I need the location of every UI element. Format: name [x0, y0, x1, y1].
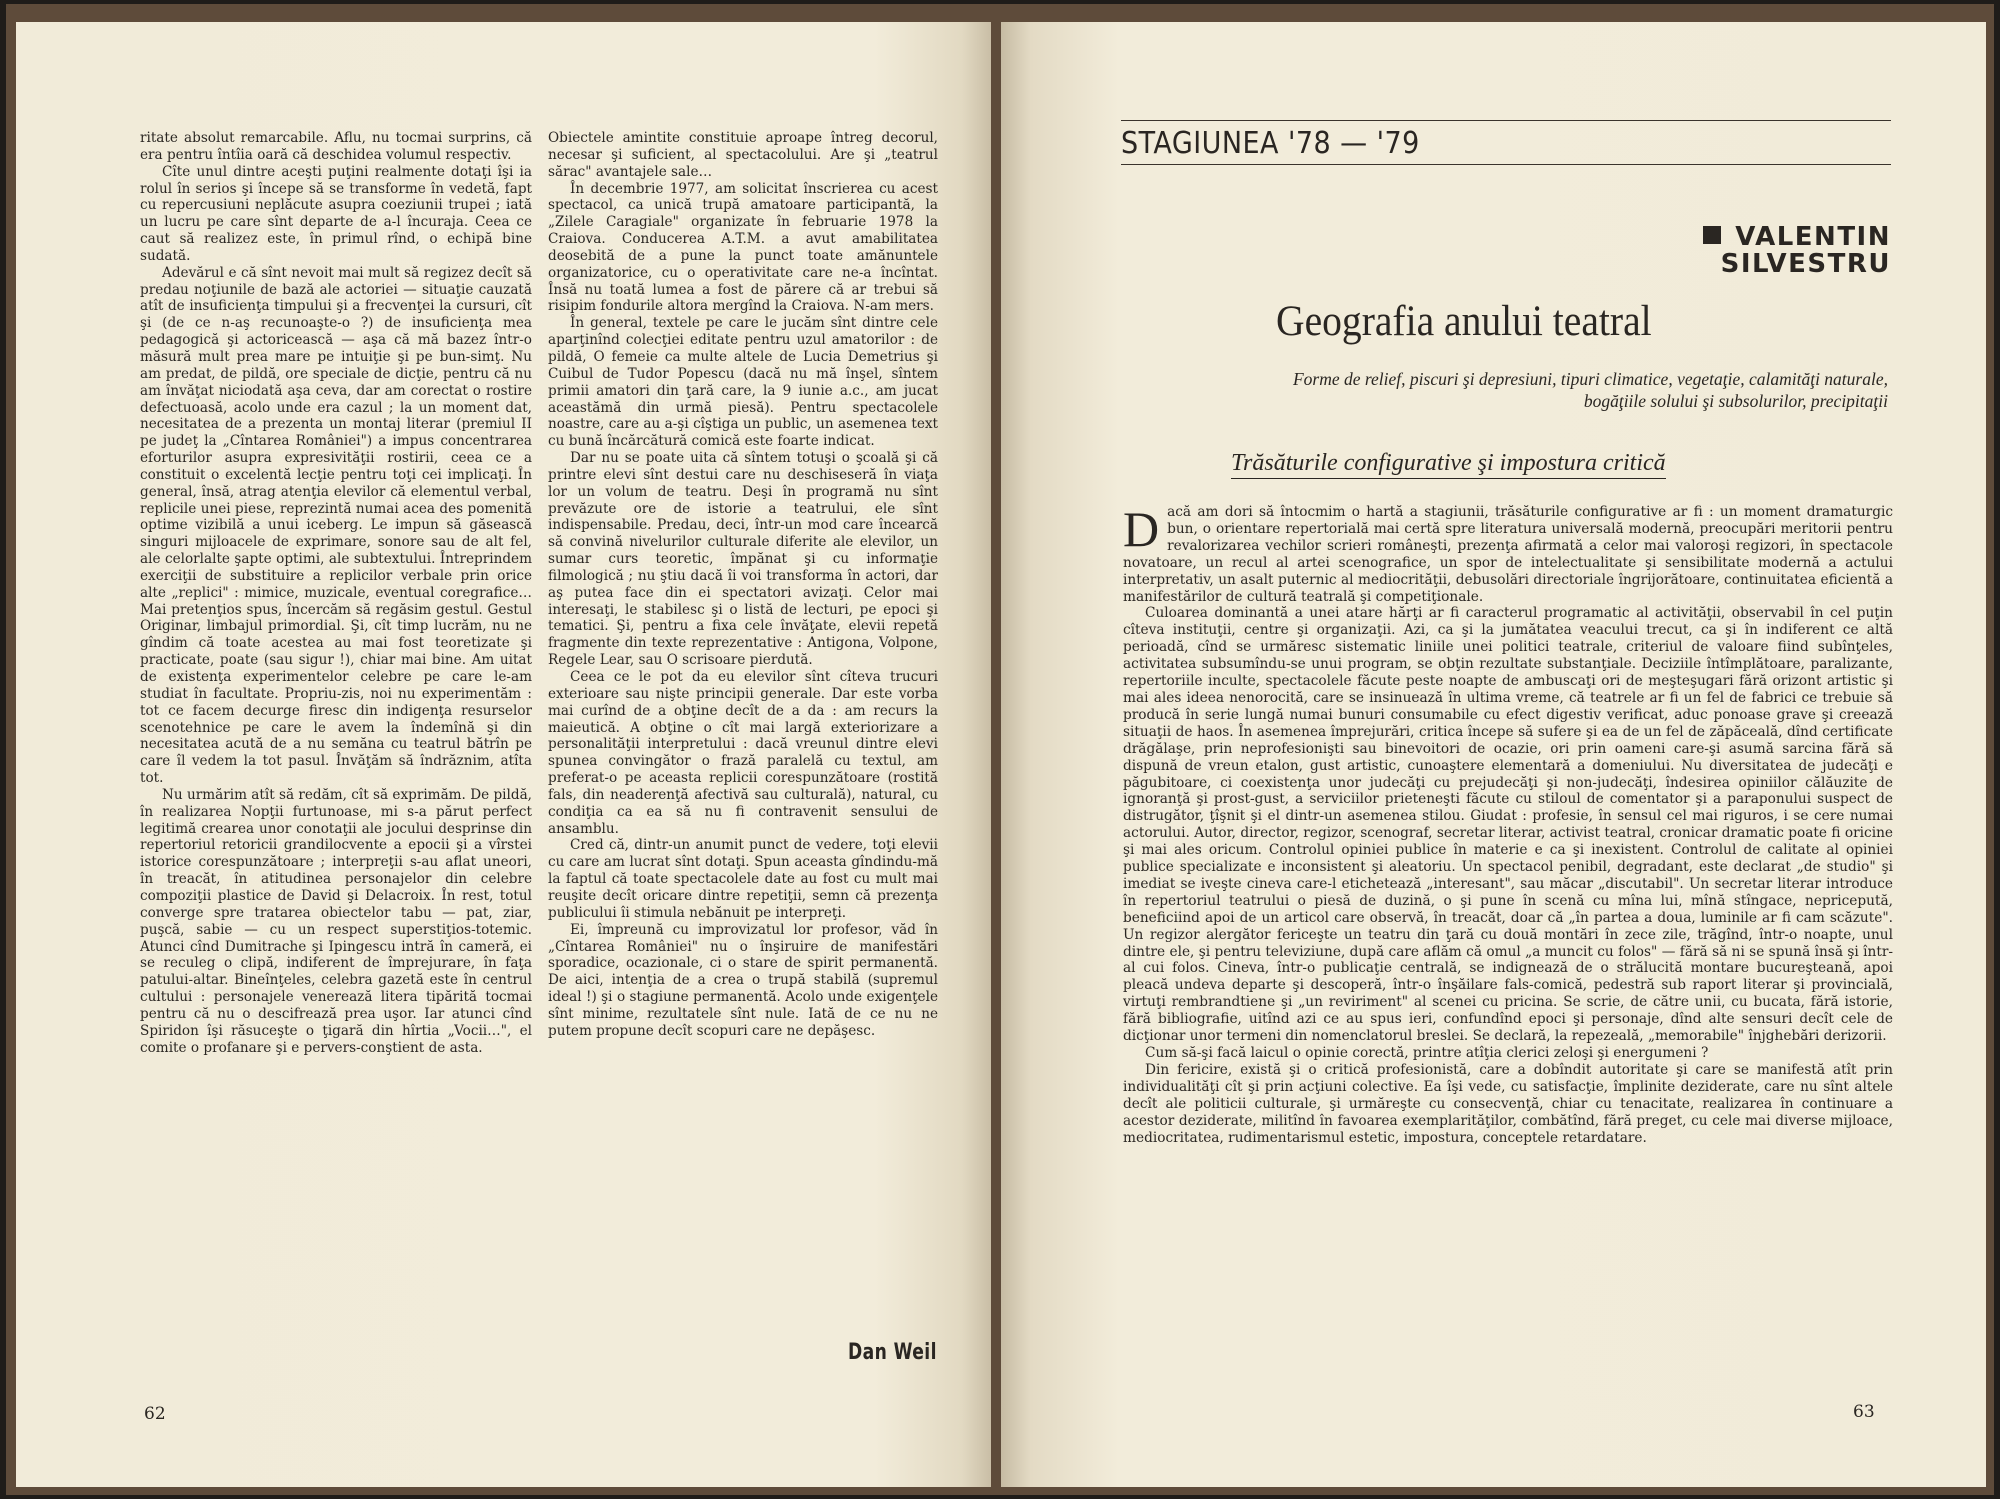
author-last-name: SILVESTRU	[1720, 249, 1891, 279]
header-rule-bottom	[1121, 164, 1891, 165]
article-subtitle: Forme de relief, piscuri şi depresiuni, tipuri climatice, vegetaţie, calamităţi naturale, bogăţiile solului şi subsolurilor, precipitaţii	[1292, 369, 1888, 411]
right-page	[1001, 22, 1986, 1487]
author-name	[1703, 224, 1891, 278]
paragraph-text: acă am dori să întocmim o hartă a stagiunii, trăsăturile configurative ar fi : un moment dramaturgic bun, o orientare repertorială mai certă spre literatura universală modernă, preocupări meritorii pentru revalorizarea vechilor scrieri româneşti, prezenţa afirmată a celor mai valoroşi regizori, în spectacole novatoare, un recul al artei scenografice, un spor de intelectualitate şi sensibilitate modernă a actului interpretativ, un asalt puternic al mediocrităţii, debusolări directoriale îngrijorătoare, continuitatea eficientă a manifestărilor de cultură teatrală şi competiţionale.	[1123, 504, 1893, 605]
paragraph: Cum să-şi facă laicul o opinie corectă, printre atîţia clerici zeloşi şi energumeni ?	[1145, 1045, 1709, 1061]
left-page	[16, 22, 991, 1487]
paragraph: Culoarea dominantă a unei atare hărţi ar fi caracterul programatic al activităţii, observabil în cel puţin cîteva instituţii, centre şi organizaţii. Azi, ca şi la jumătatea veacului trecut, ca şi în indiferent ce altă perioadă, cînd se urmăresc sistematic liniile unei politici teatrale, criteriul de valoare fiind subînţeles, activitatea subsumîndu-se unui program, se obţin rezultate substanţiale. Deciziile întîmplătoare, paralizante, repertoriile inculte, spectacolele făcute peste noapte de ambuscaţi ori de meşteşugari fără orizont artistic şi mai ales ideea nenorocită, care se insinuează în ultima vreme, că teatrele ar fi un fel de fabrici ce trebuie să producă în serie lungă numai bunuri consumabile cu efect digestiv verificat, aduc ponoase grave şi creează situaţii de haos. În asemenea împrejurări, critica începe să sufere şi ea de un fel de zăpăceală, dînd certificate drăgălaşe, prin neprofesionişti sau binevoitori de ocazie, ori prin oameni care-şi asumă sarcina fără să dispună de vreun etalon, gust artistic, cunoaştere elementară a domeniului. Nu diversitatea de judecăţi e păgubitoare, ci coexistenţa unor judecăţi cu prejudecăţi şi non-judecăţi, îndesirea opiniilor călăuzite de ignoranţă şi prost-gust, a serviciilor prieteneşti făcute cu stiloul de comentator şi a paraponului suspect de distrugător, ţîşnit şi el dintr-un asemenea stilou. Giudat : profesie, în sensul cel mai riguros, i se cere numai actorului. Autor, director, regizor, scenograf, secretar literar, activist teatral, cronicar dramatic poate fi oricine şi mai ales oricum. Controlul opiniei publice în materie e ca şi inexistent. Controlul de calitate al opiniei publice specializate e inconsistent şi aleatoriu. Un spectacol penibil, degradant, este declarat „de studio" şi imediat se iveşte cineva care-l etichetează „interesant", sau măcar „discutabil". Un secretar literar introduce în repertoriul teatrului o piesă de duzină, o şi pune în scenă cu mîna lui, mînă stîngace, nepricepută, beneficiind apoi de un articol care observă, în treacăt, doar că „în partea a doua, luminile ar fi cam scăzute". Un regizor alergător fericeşte un teatru din ţară cu două montări în zece zile, trăgînd, într-o noapte, unul dintre ele, şi pentru televiziune, după care aflăm că omul „a muncit cu folos" — fără să ni se spună însă şi într-al cui folos. Cineva, într-o publicaţie centrală, se indignează de o strălucită montare bucureşteană, apoi pleacă undeva departe şi descoperă, într-o înşăilare fals-comică, pedestră sub raport literar şi provincială, virtuţi rembrandtiene şi „un reviriment" al scenei cu pricina. Se scrie, de către unii, cu bucata, fără istorie, fără bibliografie, uitînd azi ce au spus ieri, confundînd epoci şi personaje, dînd alte sensuri decît cele de dicţionar unor termeni din nomenclatorul breslei. Se declară, la repezeală, „memorabile" înjghebări derizorii.	[1123, 605, 1893, 1045]
article-signature: Dan Weil	[848, 1340, 937, 1365]
paragraph: Cred că, dintr-un anumit punct de vedere, toţi elevii cu care am lucrat sînt dotaţi. Spun aceasta gîndindu-mă la faptul că toate spectacolele date au fost cu mult mai reuşite decît oricare dintre repetiţii, semn că prezenţa publicului îi stimula nebănuit pe interpreţi.	[548, 837, 938, 921]
paragraph: Nu urmărim atît să redăm, cît să exprimăm. De pildă, în realizarea Nopţii furtunoase, mi s-a părut perfect legitimă crearea unor conotaţii ale jocului desprinse din repertoriul retoricii grandilocvente a epocii şi a vîrstei istorice corespunzătoare ; interpreţii s-au aflat uneori, în treacăt, în atitudinea personajelor din celebre compoziţii plastice de David şi Delacroix. În rest, totul converge spre tratarea obiectelor tabu — pat, ziar, puşcă, sabie — cu un respect superstiţios-totemic. Atunci cînd Dumitrache şi Ipingescu intră în cameră, ei se reculeg o clipă, indiferent de împrejurare, în faţa patului-altar. Bineînţeles, celebra gazetă este în centrul cultului : personajele venerează litera tipărită tocmai pentru că nu o descifrează prea uşor. Iar atunci cînd Spiridon îşi răsuceşte o ţigară din hîrtia „Vocii…", el comite o profanare şi e pervers-conştient de asta.	[140, 786, 532, 1056]
square-bullet-icon	[1703, 226, 1721, 244]
paragraph: În general, textele pe care le jucăm sînt dintre cele aparţinînd colecţiei editate pentru uzul amatorilor : de pildă, O femeie ca multe altele de Lucia Demetrius şi Cuibul de Tudor Popescu (dacă nu mă înşel, sîntem primii amatori din ţară care, la 9 iunie a.c., am jucat aceastămă din urmă piesă). Pentru spectacolele noastre, care au a-şi cîştiga un public, un asemenea text cu bună încărcătură comică este foarte indicat.	[548, 315, 938, 450]
paragraph: Din fericire, există şi o critică profesionistă, care a dobîndit autoritate şi care se manifestă atît prin individualităţi cît şi prin acţiuni colective. Ea îşi vede, cu satisfacţie, împlinite deziderate, care nu sînt altele decît ale politicii culturale, şi urmăreşte cu consecvenţă, chiar cu tenacitate, realizarea în continuare a acestor deziderate, militînd în favoarea exemplarităţilor, combătînd, fără preget, cu cele mai diverse mijloace, mediocritatea, rudimentarismul estetic, impostura, conceptele retardatare.	[1123, 1061, 1893, 1146]
left-column-2	[548, 130, 938, 1040]
subheading-text: Trăsăturile configurative şi impostura critică	[1231, 450, 1666, 479]
article-title: Geografia anului teatral	[1276, 298, 1652, 345]
page-number-right: 63	[1853, 1402, 1875, 1422]
paragraph: Cîte unul dintre aceşti puţini realmente dotaţi îşi ia rolul în serios şi începe să se transforme în vedetă, fapt cu repercusiuni neplăcute asupra coeziunii trupei ; iată un lucru pe care sînt departe de a-l încuraja. Ceea ce caut să realizez este, în primul rînd, o echipă bine sudată.	[140, 163, 532, 264]
section-subheading	[1231, 450, 1666, 477]
book-spread	[6, 4, 1994, 1495]
header-rule-top	[1121, 120, 1891, 121]
paragraph: ritate absolut remarcabile. Aflu, nu tocmai surprins, că era pentru întîia oară că deschidea volumul respectiv.	[140, 130, 532, 163]
drop-cap: D	[1123, 501, 1160, 557]
paragraph: În decembrie 1977, am solicitat înscrierea cu acest spectacol, ca unică trupă amatoare participantă, la „Zilele Caragiale" organizate în februarie 1978 la Craiova. Conducerea A.T.M. a avut amabilitatea deosebită de a pune la punct toate amănuntele organizatorice, cu o operativitate care ne-a încîntat. Însă nu toată lumea a fost de părere că ar trebui să risipim fondurile altora mergînd la Craiova. N-am mers.	[548, 180, 938, 315]
section-heading: STAGIUNEA '78 — '79	[1121, 126, 1420, 161]
author-first-name: VALENTIN	[1735, 222, 1891, 252]
right-body	[1123, 501, 1893, 1146]
paragraph: Obiectele amintite constituie aproape întreg decorul, necesar şi suficient, al spectacolului. Are şi „teatrul sărac" avantajele sale…	[548, 130, 938, 180]
paragraph: Adevărul e că sînt nevoit mai mult să regizez decît să predau noţiunile de bază ale actoriei — situaţie cauzată atît de insuficienţa timpului şi a frecvenţei la cursuri, cît şi (de ce n-aş recunoaşte-o ?) de insuficienţa mea pedagogică şi actoricească — aşa că mă bazez într-o măsură mult prea mare pe intuiţie şi pe bun-simţ. Nu am predat, de pildă, ore speciale de dicţie, pentru că nu am învăţat niciodată aşa ceva, dar am corectat o rostire defectuoasă, acolo unde era cazul ; la un moment dat, necesitatea de a prezenta un montaj literar (premiul II pe judeţ la „Cîntarea României") a impus concentrarea eforturilor asupra expresivităţii rostirii, ceea ce a constituit o excelentă lecţie pentru toţi cei implicaţi. În general, însă, atrag atenţia elevilor că elementul verbal, replicile unei piese, reprezintă numai acea des pomenită optime vizibilă a unui iceberg. Le impun să găsească singuri mijloacele de exprimare, sonore sau de alt fel, ale celorlalte şapte optimi, ale subtextului. Întreprindem exerciţii de substituire a replicilor verbale prin orice alte „replici" : mimice, muzicale, eventual coregrafice… Mai pretenţios spus, încercăm să regăsim gestul. Gestul Originar, limbajul primordial. Şi, cît timp lucrăm, nu ne gîndim că toate acestea au mai fost teoretizate şi practicate, poate (sau sigur !), chiar mai bine. Am uitat de existenţa experimentelor celebre pe care le-am studiat în facultate. Propriu-zis, noi nu experimentăm : tot ce facem decurge firesc din indigenţa resurselor scenotehnice pe care le avem la îndemînă şi din necesitatea acută de a nu semăna cu teatrul bătrîn pe care îl vedem la tot pasul. Învăţăm să îndrăznim, atîta tot.	[140, 264, 532, 787]
left-column-1	[140, 130, 532, 1056]
paragraph: Ceea ce le pot da eu elevilor sînt cîteva trucuri exterioare sau nişte principii generale. Dar este vorba mai curînd de a obţine decît de a da : am recurs la maieutică. A obţine o cît mai largă exteriorizare a personalităţii interpretului : dacă vreunul dintre elevi spunea convingător o frază paralelă cu textul, am preferat-o pe aceasta replicii corespunzătoare (rostită fals, din neaderenţă afectivă sau culturală), natural, cu condiţia ca ea să nu fi contravenit sensului de ansamblu.	[548, 669, 938, 837]
paragraph	[1123, 501, 1893, 605]
paragraph: Dar nu se poate uita că sîntem totuşi o şcoală şi că printre elevi sînt destui care nu deschiseseră în viaţa lor un volum de teatru. Deşi în programă nu sînt prevăzute ore de istorie a teatrului, ele sînt indispensabile. Predau, deci, într-un mod care încearcă să convină nivelurilor culturale diferite ale elevilor, un sumar curs teoretic, împănat şi cu informaţie filmologică ; nu ştiu dacă îi voi transforma în actori, dar aş putea face din ei spectatori avizaţi. Celor mai interesaţi, le stabilesc şi o listă de lecturi, pe epoci şi tematici. Şi, pentru a fixa cele învăţate, elevii repetă fragmente din texte reprezentative : Antigona, Volpone, Regele Lear, sau O scrisoare pierdută.	[548, 450, 938, 669]
page-number-left: 62	[144, 1404, 166, 1424]
paragraph: Ei, împreună cu improvizatul lor profesor, văd în „Cîntarea României" nu o înşiruire de manifestări sporadice, ocazionale, ci o stare de spirit permanentă. De aici, intenţia de a crea o trupă stabilă (supremul ideal !) şi o stagiune permanentă. Acolo unde exigenţele sînt minime, rezultatele sînt nule. Iată de ce nu ne putem propune decît scopuri care ne depăşesc.	[548, 921, 938, 1039]
